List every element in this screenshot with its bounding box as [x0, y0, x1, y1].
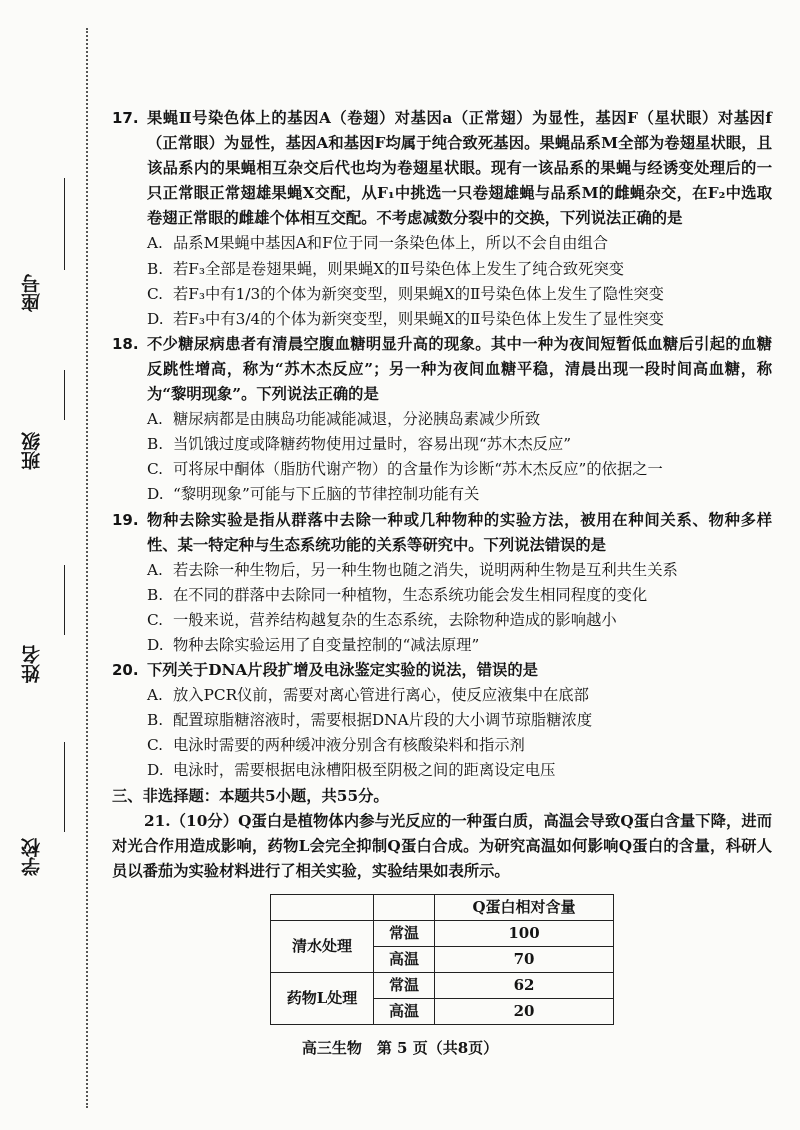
option-letter: C.	[147, 460, 164, 479]
question-18	[112, 332, 772, 508]
option-b[interactable]	[147, 257, 772, 282]
question-number: 19.	[112, 510, 139, 529]
option-text: 若去除一种生物后，另一种生物也随之消失，说明两种生物是互利共生关系	[173, 560, 678, 579]
table-corner-cell	[271, 894, 374, 920]
question-number: 18.	[112, 334, 139, 353]
option-text: 一般来说，营养结构越复杂的生态系统，去除物种造成的影响越小	[173, 610, 617, 629]
option-letter: A.	[147, 560, 163, 579]
group-label: 清水处理	[271, 921, 374, 973]
option-b[interactable]	[147, 708, 772, 733]
option-letter: B.	[147, 711, 164, 730]
option-a[interactable]	[147, 407, 772, 432]
name-blank[interactable]	[64, 565, 65, 635]
question-stem: 物种去除实验是指从群落中去除一种或几种物种的实验方法，被用在种间关系、物种多样性、某一特定种与生态系统功能的关系等研究中。下列说法错误的是	[147, 510, 772, 554]
question-number: 17.	[112, 109, 139, 127]
option-text: 当饥饿过度或降糖药物使用过量时，容易出现“苏木杰反应”	[173, 435, 572, 454]
page-footer: 高三生物 第 5 页（共8页）	[301, 1039, 499, 1057]
school-blank[interactable]	[64, 742, 65, 832]
table-header: Q蛋白相对含量	[435, 894, 614, 920]
question-stem: 下列关于DNA片段扩增及电泳鉴定实验的说法，错误的是	[147, 661, 538, 680]
option-letter: C.	[147, 284, 164, 303]
option-letter: D.	[147, 309, 164, 328]
option-letter: B.	[147, 259, 164, 278]
binding-margin	[0, 0, 100, 1130]
option-letter: C.	[147, 610, 164, 629]
option-letter: D.	[147, 761, 164, 780]
option-a[interactable]	[147, 558, 772, 583]
option-d[interactable]	[147, 307, 772, 332]
option-letter: A.	[147, 686, 163, 705]
binding-dotted-line	[86, 28, 88, 1108]
name-field	[18, 565, 74, 705]
option-text: 电泳时需要的两种缓冲液分别含有核酸染料和指示剂	[173, 736, 525, 755]
option-text: 若F₃中有1/3的个体为新突变型，则果蝇X的Ⅱ号染色体上发生了隐性突变	[173, 284, 664, 303]
option-text: 配置琼脂糖溶液时，需要根据DNA片段的大小调节琼脂糖浓度	[173, 711, 593, 730]
option-text: 若F₃全部是卷翅果蝇，则果蝇X的Ⅱ号染色体上发生了纯合致死突变	[173, 259, 625, 278]
option-letter: B.	[147, 435, 164, 454]
option-letter: A.	[147, 410, 163, 429]
option-d[interactable]	[147, 758, 772, 783]
option-text: 电泳时，需要根据电泳槽阳极至阴极之间的距离设定电压	[173, 761, 556, 780]
option-letter: D.	[147, 635, 164, 654]
question-17	[112, 106, 772, 332]
question-number: 20.	[112, 661, 139, 680]
section-heading: 三、非选择题：本题共5小题，共55分。	[112, 786, 389, 805]
class-label: 班级	[21, 432, 43, 470]
question-21-intro: 21.（10分）Q蛋白是植物体内参与光反应的一种蛋白质，高温会导致Q蛋白含量下降，进而对光合作用造成影响，药物L会完全抑制Q蛋白合成。为研究高温如何影响Q蛋白的含量，科研人员以番茄为实验材料进行了相关实验，实验结果如表所示。	[112, 811, 772, 880]
question-19	[112, 508, 772, 659]
seat-no-field	[18, 178, 74, 368]
option-d[interactable]	[147, 482, 772, 507]
option-c[interactable]	[147, 457, 772, 482]
option-text: 物种去除实验运用了自变量控制的“减法原理”	[173, 635, 480, 654]
question-stem: 不少糖尿病患者有清晨空腹血糖明显升高的现象。其中一种为夜间短暂低血糖后引起的血糖反跳性增高，称为“苏木杰反应”；另一种为夜间血糖平稳，清晨出现一段时间高血糖，称为“黎明现象”。下列说法正确的是	[147, 334, 772, 404]
seat-no-label: 座号	[21, 274, 43, 312]
temperature-cell: 常温	[374, 973, 435, 999]
option-text: 可将尿中酮体（脂肪代谢产物）的含量作为诊断“苏木杰反应”的依据之一	[173, 460, 663, 479]
value-cell: 70	[435, 947, 614, 973]
option-letter: D.	[147, 485, 164, 504]
temperature-cell: 高温	[374, 947, 435, 973]
question-20	[112, 658, 772, 783]
class-field	[18, 370, 74, 510]
table-row	[271, 921, 614, 947]
option-text: 糖尿病都是由胰岛功能减能减退，分泌胰岛素减少所致	[173, 410, 541, 429]
option-d[interactable]	[147, 633, 772, 658]
q-protein-table	[270, 894, 614, 1025]
table-header-row	[271, 894, 614, 920]
option-b[interactable]	[147, 432, 772, 457]
seat-no-blank[interactable]	[64, 178, 65, 270]
value-cell: 100	[435, 921, 614, 947]
option-a[interactable]	[147, 683, 772, 708]
option-c[interactable]	[147, 733, 772, 758]
value-cell: 20	[435, 999, 614, 1025]
option-text: 放入PCR仪前，需要对离心管进行离心，使反应液集中在底部	[173, 686, 589, 705]
group-label: 药物L处理	[271, 973, 374, 1025]
option-letter: B.	[147, 585, 164, 604]
option-text: “黎明现象”可能与下丘脑的节律控制功能有关	[173, 485, 480, 504]
option-letter: C.	[147, 736, 164, 755]
class-blank[interactable]	[64, 370, 65, 420]
question-stem: 果蝇Ⅱ号染色体上的基因A（卷翅）对基因a（正常翅）为显性，基因F（星状眼）对基因f（正常眼）为显性，基因A和基因F均属于纯合致死基因。果蝇品系M全部为卷翅星状眼，且该品系内的果蝇相互杂交后代也均为卷翅星状眼。现有一该品系的果蝇与经诱变处理后的一只正常眼正常翅雄果蝇X交配，从F₁中挑选一只卷翅雄蝇与品系M的雌蝇杂交，在F₂中选取卷翅正常眼的雌雄个体相互交配。不考虑减数分裂中的交换，下列说法正确的是	[147, 109, 772, 228]
school-field	[18, 742, 74, 892]
option-text: 若F₃中有3/4的个体为新突变型，则果蝇X的Ⅱ号染色体上发生了显性突变	[173, 309, 664, 328]
temperature-cell: 高温	[374, 999, 435, 1025]
option-c[interactable]	[147, 282, 772, 307]
value-cell: 62	[435, 973, 614, 999]
table-row	[271, 973, 614, 999]
option-text: 在不同的群落中去除同一种植物，生态系统功能会发生相同程度的变化	[173, 585, 648, 604]
option-text: 品系M果蝇中基因A和F位于同一条染色体上，所以不会自由组合	[173, 234, 609, 253]
name-label: 姓名	[21, 645, 43, 683]
option-c[interactable]	[147, 608, 772, 633]
option-a[interactable]	[147, 231, 772, 256]
option-b[interactable]	[147, 583, 772, 608]
school-label: 学校	[21, 838, 43, 876]
option-letter: A.	[147, 234, 163, 253]
exam-content	[112, 106, 772, 1025]
temperature-cell: 常温	[374, 921, 435, 947]
table-corner-cell	[374, 894, 435, 920]
